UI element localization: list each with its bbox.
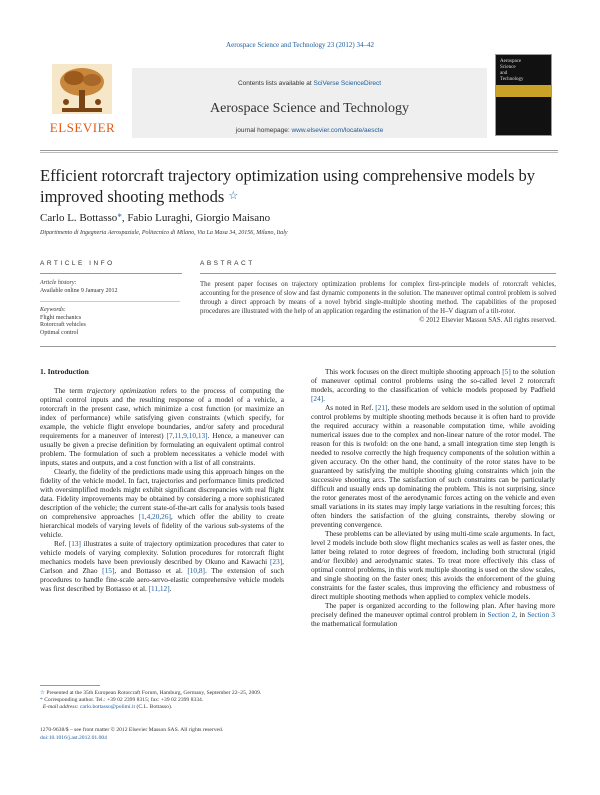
homepage-prefix: journal homepage: (235, 127, 292, 134)
footnote-corresponding: * Corresponding author. Tel.: +39 02 2399 8315; fax: +39 02 2399 8334. (40, 697, 204, 704)
keyword-item: Rotorcraft vehicles (40, 322, 86, 328)
abstract-heading: ABSTRACT (200, 260, 255, 267)
paragraph: These problems can be alleviated by using multi-time scale arguments. In fact, level 2 models include both slow flight mechanics scales as well as faster ones, the latter being related to rotor degrees of freedom, including both structural (rigid and/or flexible) and aerodynamic states. To treat more effectively this class of optimal control problems, in this work multiple shooting is used on the slow scales, and single shooting on the faster ones; this avoids the enforcement of the gluing constraints for the faster scales, thus improving the efficiency and robustness of direct multiple shooting methods when applied to complex vehicle models. (311, 529, 555, 602)
other-authors: , Fabio Luraghi, Giorgio Maisano (121, 212, 271, 224)
journal-info-box (132, 68, 487, 138)
body-left-column (40, 367, 284, 593)
elsevier-wordmark: ELSEVIER (49, 120, 116, 135)
citation-link[interactable]: [24] (311, 394, 324, 404)
history-label: Article history: (40, 280, 77, 286)
body-right-column (311, 367, 555, 628)
citation-link[interactable]: [13] (68, 539, 81, 549)
affiliation: Dipartimento di Ingegneria Aerospaziale, Politecnico di Milano, Via La Masa 34, 20156, Milano, Italy (40, 230, 288, 236)
abstract-copyright: © 2012 Elsevier Masson SAS. All rights reserved. (419, 317, 556, 324)
cover-title: Aerospace Science and Technology (500, 59, 524, 82)
paragraph: The paper is organized according to the following plan. After having more precisely defined the maneuver optimal control problem in Section 2, in Section 3 the mathematical formulation (311, 601, 555, 629)
citation-link[interactable]: [15] (102, 566, 115, 576)
journal-cover-thumbnail[interactable] (495, 54, 552, 136)
paragraph: This work focuses on the direct multiple shooting approach [5] to the solution of maneuver optimal control problems using the so-called level 2 rotorcraft models, according to the classification of vehicle models proposed by Padfield [24]. (311, 367, 555, 404)
footnote-email: E-mail address: carlo.bottasso@polimi.it (C.L. Bottasso). (42, 704, 173, 711)
paragraph: As noted in Ref. [21], these models are seldom used in the solution of optimal control problems by multiple shooting methods because it is often hard to provide the required accuracy within a reasonable computation time, while avoiding numerical issues due to the complex and non-linear nature of the rotor model. The reason for this is twofold: on the one hand, a small integration time step length is needed to resolve correctly the high frequency components of the solution within a given accuracy. On the other hand, the continuity of the rotor states have to be guaranteed by satisfying the multiple shooting gluing constraints which join the successive shooting arcs. The satisfaction of such constraints can be particularly difficult and usually ends up dominating the problem. This is not surprising, since the rotor generates most of the aerodynamic forces acting on the vehicle and even small variations in its states may imply large variations in the resulting forces; this often hinders the satisfaction of the gluing constraints, thereby slowing or preventing convergence. (311, 403, 555, 530)
article-info-heading: ARTICLE INFO (40, 260, 115, 267)
citation-link[interactable]: [7,11,9,10,13] (166, 431, 208, 441)
title-footnote-mark[interactable]: ☆ (228, 190, 239, 202)
section-link[interactable]: Section 3 (527, 610, 555, 620)
citation-link[interactable]: [10,8] (187, 566, 205, 576)
paragraph: Clearly, the fidelity of the predictions made using this approach hinges on the fidelity of the vehicle model. In fact, trajectories and performance limits predicted with oversimplified models might exhibit significant discrepancies with real flight data. Fidelity improvements may be obtained by considering a more sophisticated description of the vehicle; the current state-of-the-art calls for analysis tools based on comprehensive approaches [1,4,20,26], which offer the ability to create hierarchical models of varying levels of fidelity of the various sub-systems of the vehicle. (40, 467, 285, 540)
section-link[interactable]: Section 2 (487, 610, 516, 620)
citation-link[interactable]: [21] (375, 403, 388, 413)
email-link[interactable]: carlo.bottasso@polimi.it (79, 704, 136, 711)
header-divider (40, 150, 558, 151)
corresponding-author-mark[interactable]: * (117, 212, 122, 222)
article-info-rule (40, 273, 182, 274)
keywords-label: Keywords: (40, 307, 66, 313)
citation-link[interactable]: [23] (270, 557, 283, 567)
footnote-rule (40, 685, 100, 686)
paragraph: The term trajectory optimization refers to the process of computing the optimal control inputs and the resulting response of a model of a vehicle, a rotorcraft in the present case, which minimize a cost function (or maximize an index of performance) while satisfying given constraints (which specify, for example, the vehicle flight envelope boundaries, and/or safety and procedural requirements for a maneuver of interest) [7,11,9,10,13]. Hence, a maneuver can usually be given a precise definition by formulating an equivalent optimal control problem. The formulation of such a problem necessitates a vehicle model with inputs, states and outputs, and a cost function with a list of all constraints. (40, 386, 284, 468)
cover-strip (496, 85, 551, 97)
sciencedirect-link[interactable]: SciVerse ScienceDirect (313, 80, 382, 87)
info-separator (40, 301, 180, 302)
contents-line (132, 80, 487, 87)
elsevier-logo (40, 58, 125, 138)
contents-prefix: Contents lists available at (237, 80, 314, 87)
journal-reference[interactable]: Aerospace Science and Technology 23 (2012) 34–42 (226, 41, 374, 49)
article-info-panel (40, 280, 180, 337)
paragraph: Ref. [13] illustrates a suite of trajectory optimization procedures that cater to vehicle models of varying complexity. Solution procedures for rotorcraft flight mechanics models have been previously described by Okuno and Kawachi [23], Carlson and Zhao [15], and Bottasso et al. [10,8]. The extension of such procedures to handle fine-scale aero-servo-elastic comprehensive vehicle models was first described by Bottasso et al. [11,12]. (40, 539, 284, 594)
history-value: Available online 9 January 2012 (40, 287, 118, 294)
abstract-bottom-rule (40, 346, 556, 347)
citation-link[interactable]: [5] (502, 367, 511, 376)
keyword-item: Flight mechanics (40, 314, 82, 321)
author-bottasso: Carlo L. Bottasso (40, 212, 118, 224)
article-title: Efficient rotorcraft trajectory optimization using comprehensive models by improved shooting methods ☆ (40, 166, 535, 206)
citation-link[interactable]: [1,4,20,26] (138, 512, 171, 522)
abstract-body (200, 280, 556, 325)
abstract-rule (200, 273, 556, 274)
doi-link[interactable]: doi:10.1016/j.ast.2012.01.004 (40, 734, 107, 741)
issn-line: 1270-9638/$ – see front matter © 2012 Elsevier Masson SAS. All rights reserved. (40, 727, 224, 733)
author-list (40, 212, 270, 224)
footnote-presented: ☆ Presented at the 35th European Rotorcraft Forum, Hamburg, Germany, September 22–25, 2009. (40, 690, 262, 696)
homepage-line (132, 127, 487, 134)
journal-title: Aerospace Science and Technology (210, 101, 409, 116)
footnotes (40, 685, 284, 712)
keyword-item: Optimal control (40, 329, 79, 336)
section-heading-introduction: 1. Introduction (40, 367, 89, 376)
journal-banner (40, 58, 558, 143)
elsevier-tree-icon (52, 64, 112, 114)
front-matter (40, 727, 284, 742)
abstract-text: The present paper focuses on trajectory optimization problems for complex first-principle models of rotorcraft vehicles, accounting for the presence of slow and fast dynamic components in the solution. The maneuver optimal control problem is solved through a direct approach by means of a novel hybrid single-multiple shooting method. The capabilities of the proposed procedures are illustrated with the help of an application regarding the estimation of the H–V diagram of a tilt-rotor. (200, 281, 556, 315)
header-divider-secondary (40, 152, 558, 153)
citation-link[interactable]: [11,12] (148, 584, 170, 594)
homepage-link[interactable]: www.elsevier.com/locate/aescte (291, 127, 384, 134)
